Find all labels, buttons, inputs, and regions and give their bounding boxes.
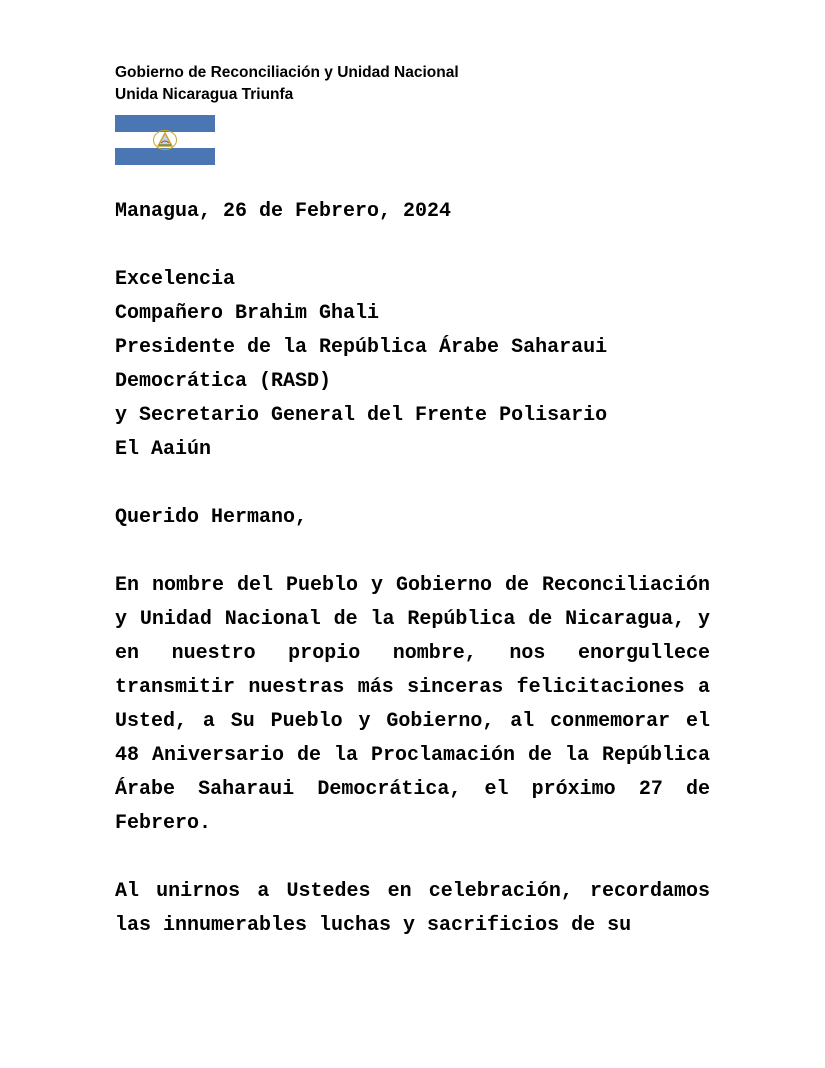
nicaragua-coat-of-arms-icon <box>152 129 178 151</box>
letterhead-line-2: Unida Nicaragua Triunfa <box>115 86 294 103</box>
recipient-line-honorific: Excelencia <box>115 268 236 291</box>
date-line: Managua, 26 de Febrero, 2024 <box>115 200 452 223</box>
salutation: Querido Hermano, <box>115 506 308 529</box>
letterhead <box>115 62 710 106</box>
nicaragua-flag <box>115 115 215 165</box>
paragraph-congratulations: En nombre del Pueblo y Gobierno de Reconciliación y Unidad Nacional de la República de Nicaragua, y en nuestro propio nombre, nos enorgullece transmitir nuestras más sinceras felicitaciones a Usted, a Su Pueblo y Gobierno, al conmemorar el 48 Aniversario de la Proclamación de la República Árabe Saharaui Democrática, el próximo 27 de Febrero. <box>115 574 710 835</box>
letterhead-line-1: Gobierno de Reconciliación y Unidad Nacional <box>115 64 459 81</box>
recipient-line-city: El Aaiún <box>115 438 212 461</box>
recipient-line-title-president: Presidente de la República Árabe Saharaui Democrática (RASD) <box>115 336 608 393</box>
recipient-line-name: Compañero Brahim Ghali <box>115 302 380 325</box>
letter-body <box>115 195 710 943</box>
paragraph-celebration: Al unirnos a Ustedes en celebración, recordamos las innumerables luchas y sacrificios de su <box>115 880 710 937</box>
recipient-block <box>115 263 710 467</box>
recipient-line-title-secretary: y Secretario General del Frente Polisario <box>115 404 608 427</box>
